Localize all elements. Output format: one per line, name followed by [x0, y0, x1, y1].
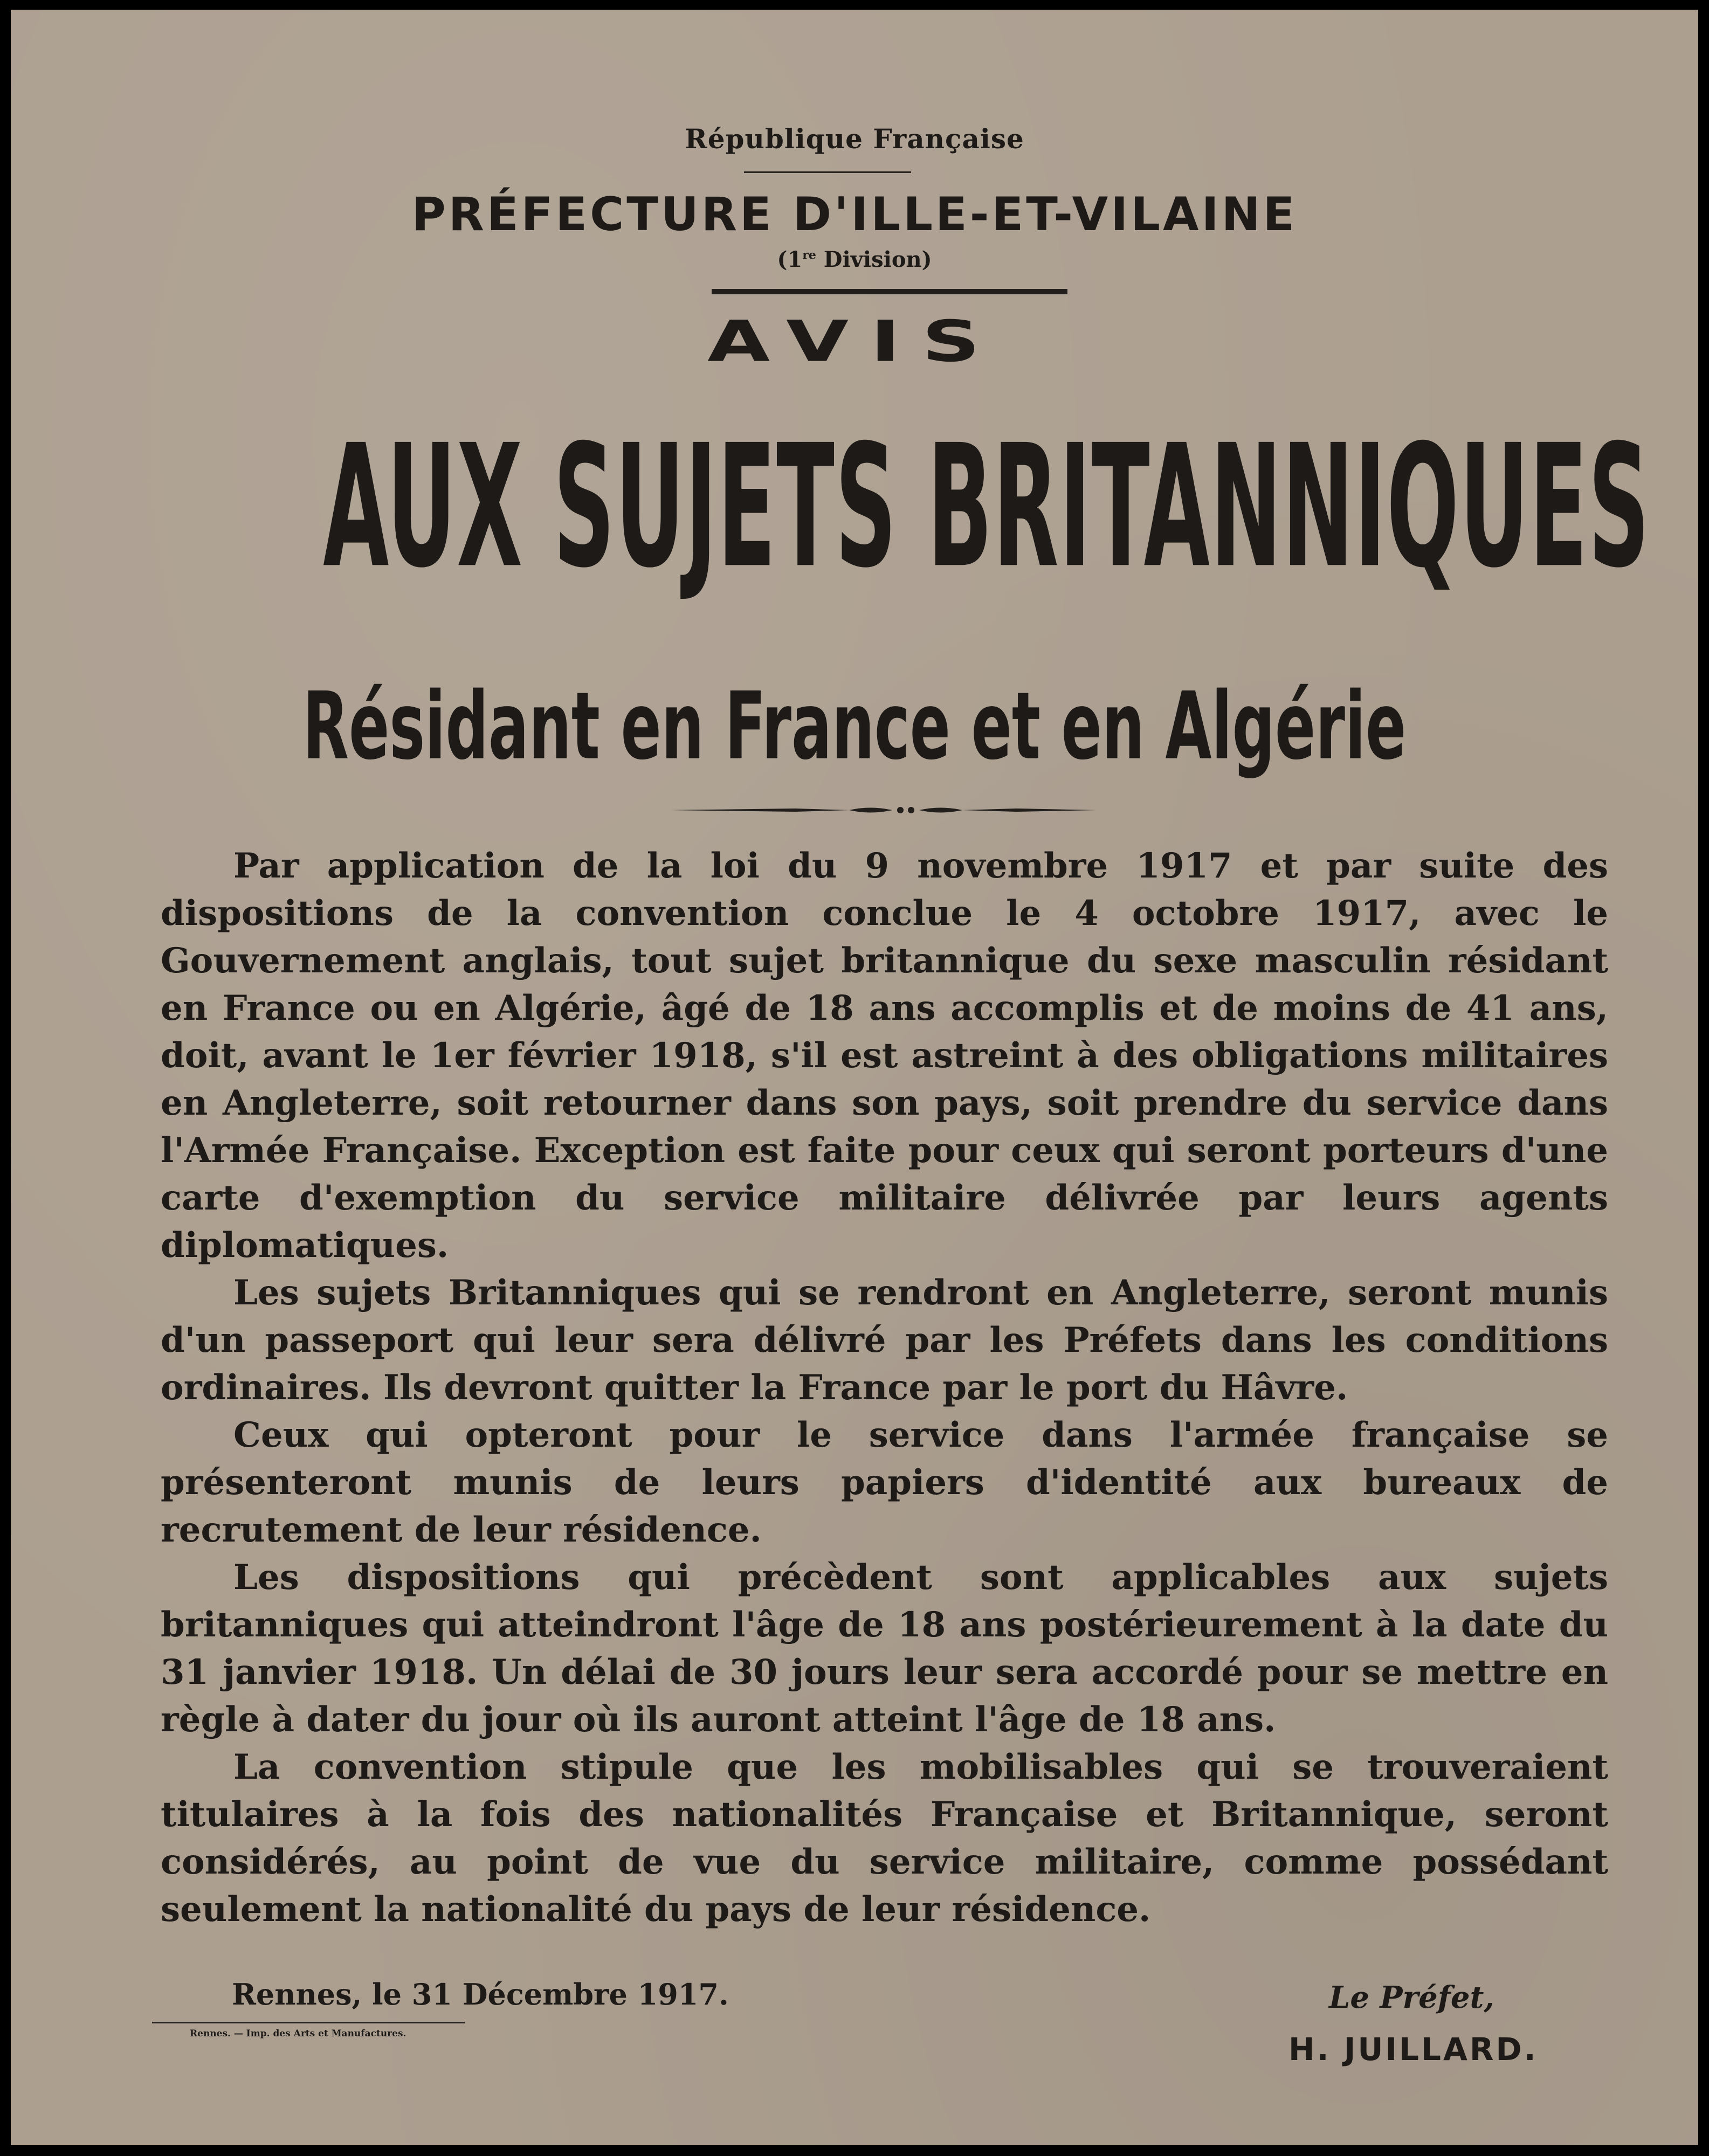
signature-label: Le Préfet, — [1329, 1980, 1494, 2015]
header-divider — [744, 171, 911, 173]
division-number: 1 — [787, 247, 803, 272]
notice-paragraph: Ceux qui opteront pour le service dans l'armée française se présenteront munis de leurs papiers d'identité aux bureaux de recrutement de leur résidence. — [161, 1415, 1608, 1550]
division-word: Division — [823, 247, 922, 272]
date-line: Rennes, le 31 Décembre 1917. — [232, 1977, 729, 2012]
notice-body — [161, 842, 1608, 1933]
poster-subtitle-text: Résidant en France et en Algérie — [302, 673, 1407, 781]
printer-divider — [152, 2022, 465, 2023]
signature-name: H. JUILLARD. — [1288, 2031, 1538, 2068]
notice-paragraph: Par application de la loi du 9 novembre 1917 et par suite des dispositions de la convention conclue le 4 octobre 1917, avec le Gouvernement anglais, tout sujet britannique du sexe masculin résidant en France ou en Algérie, âgé de 18 ans accomplis et de moins de 41 ans, doit, avant le 1er février 1918, s'il est astreint à des obligations militaires en Angleterre, soit retourner dans son pays, soit prendre du service dans l'Armée Française. Exception est faite pour ceux qui seront porteurs d'une carte d'exemption du service militaire délivrée par leurs agents diplomatiques. — [161, 846, 1608, 1266]
notice-paragraph: Les dispositions qui précèdent sont applicables aux sujets britanniques qui atteindront l'âge de 18 ans postérieurement à la date du 31 janvier 1918. Un délai de 30 jours leur sera accordé pour se mettre en règle à dater du jour où ils auront atteint l'âge de 18 ans. — [161, 1557, 1608, 1740]
printer-credit: Rennes. — Imp. des Arts et Manufactures. — [190, 2028, 406, 2039]
poster-sheet — [11, 10, 1698, 2145]
republique-heading: République Française — [685, 123, 1024, 155]
notice-paragraph: Les sujets Britanniques qui se rendront en Angleterre, seront munis d'un passeport qui leur sera délivré par les Préfets dans les conditions ordinaires. Ils devront quitter la France par le port du Hâvre. — [161, 1273, 1608, 1408]
division-ordinal: re — [802, 248, 816, 262]
ornamental-divider — [671, 802, 1097, 818]
division-label: (1re Division) — [777, 247, 932, 272]
notice-paragraph: La convention stipule que les mobilisables qui se trouveraient titulaires à la fois des nationalités Française et Britannique, seront considérés, au point de vue du service militaire, comme possédant seulement la nationalité du pays de leur résidence. — [161, 1747, 1608, 1930]
poster-title — [11, 409, 1698, 605]
poster-title-text: AUX SUJETS BRITANNIQUES — [323, 409, 1651, 605]
avis-heading: AVIS — [707, 309, 1002, 375]
prefecture-heading: PRÉFECTURE D'ILLE-ET-VILAINE — [411, 188, 1298, 241]
poster-subtitle — [11, 673, 1698, 781]
division-divider — [712, 289, 1067, 294]
